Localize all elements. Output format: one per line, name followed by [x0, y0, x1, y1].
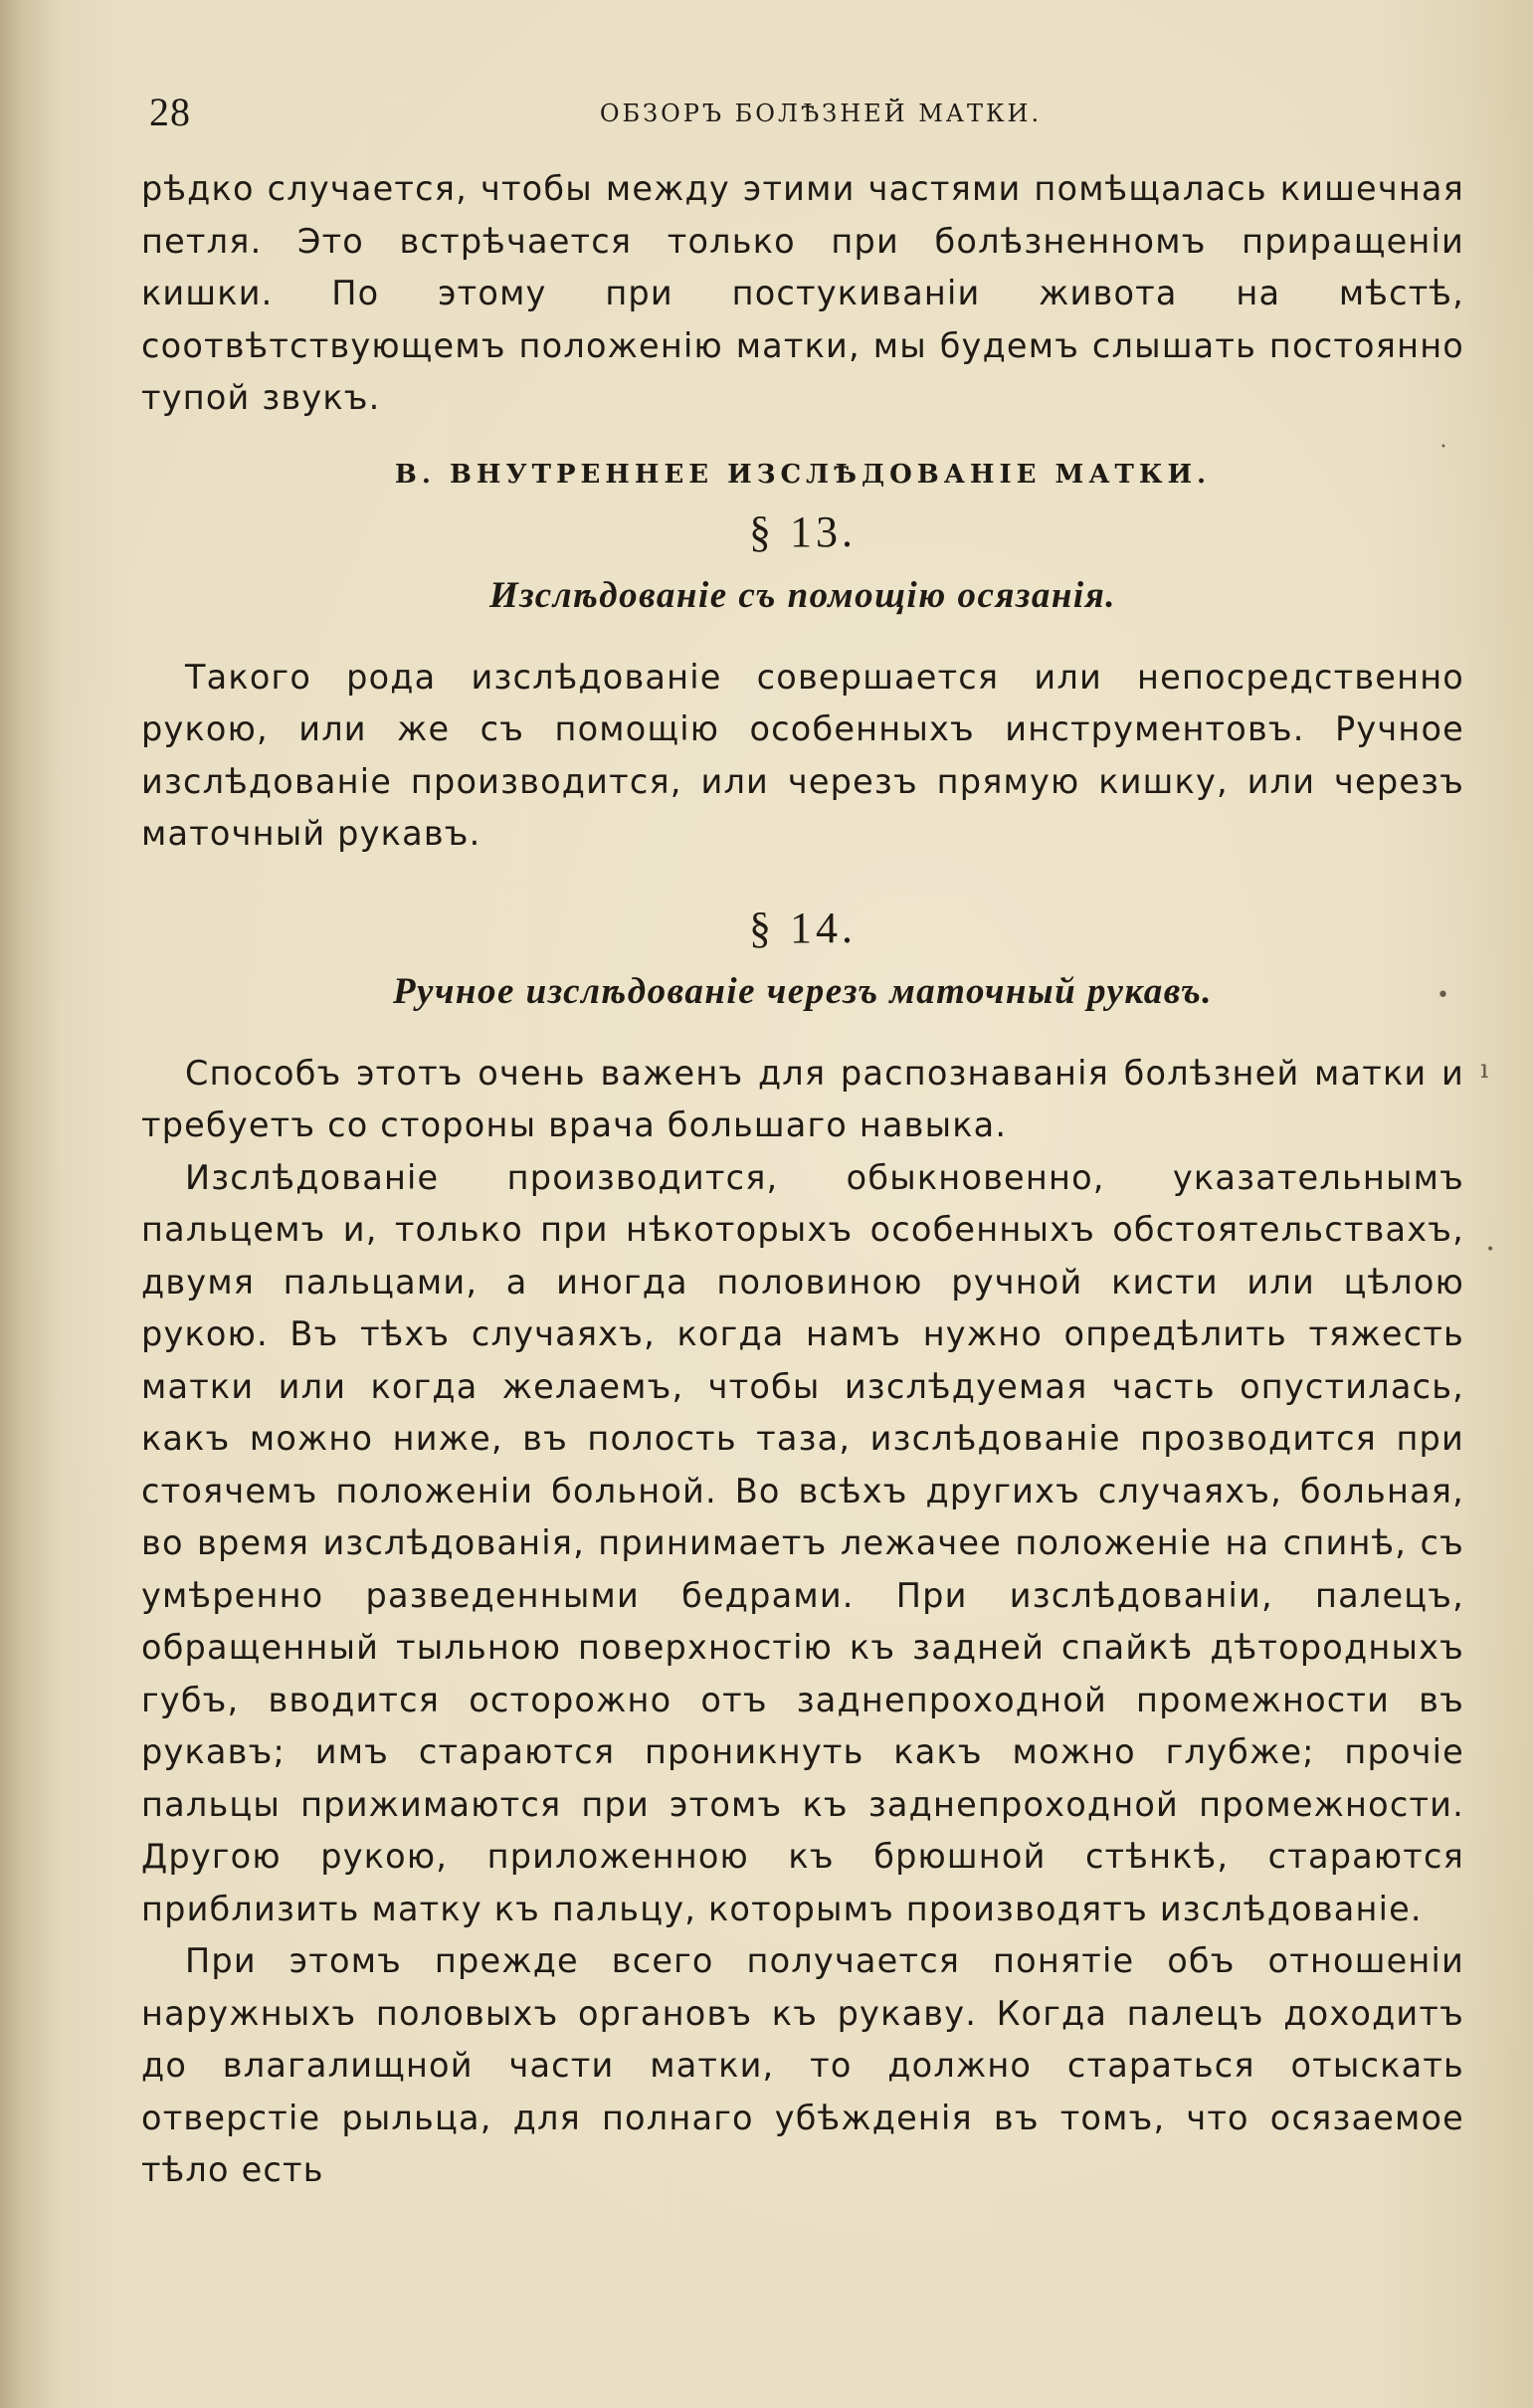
section-14-paragraph-1: Способъ этотъ очень важенъ для распознаванiя болѣзней матки и требуетъ со стороны врача большаго навыка. [141, 1053, 1464, 1144]
spacer [141, 861, 1464, 895]
print-speck: • [1486, 1242, 1495, 1258]
section-13-title: Изслѣдованiе съ помощiю осязанiя. [488, 574, 1117, 616]
section-14-mark: § 14. [749, 903, 857, 952]
print-speck: • [1437, 983, 1449, 1008]
section-13-paragraph: Такого рода изслѣдованiе совершается или непосредственно рукою, или же съ помощiю особенныхъ инструментовъ. Ручное изслѣдованiе производится, или черезъ прямую кишку, или черезъ маточный рукавъ. [141, 657, 1464, 853]
body-text [141, 163, 1464, 2197]
page-header [149, 88, 1452, 137]
section-14-title: Ручное изслѣдованiе черезъ маточный рукавъ. [392, 970, 1214, 1012]
print-speck: • [1440, 442, 1446, 453]
section-14-paragraph-2: Изслѣдованiе производится, обыкновенно, указательнымъ пальцемъ и, только при нѣкоторыхъ особенныхъ обстоятельствахъ, двумя пальцами, а иногда половиною ручной кисти или цѣлою рукою. Въ тѣхъ случаяхъ, когда намъ нужно опредѣлить тяжесть матки или когда желаемъ, чтобы изслѣдуемая часть опустилась, какъ можно ниже, въ полость таза, изслѣдованiе прозводится при стоячемъ положенiи больной. Во всѣхъ другихъ случаяхъ, больная, во время изслѣдованiя, принимаетъ лежачее положенiе на спинѣ, съ умѣренно разведенными бедрами. При изслѣдованiи, палецъ, обращенный тыльною поверхностiю къ задней спайкѣ дѣтородныхъ губъ, вводится осторожно отъ заднепроходной промежности въ рукавъ; имъ стараются проникнуть какъ можно глубже; прочiе пальцы прижимаются при этомъ къ заднепроходной промежности. Другою рукою, приложенною къ брюшной стѣнкѣ, стараются приблизить матку къ пальцу, которымъ производятъ изслѣдованiе. [141, 1157, 1464, 1928]
intro-paragraph: рѣдко случается, чтобы между этими частями помѣщалась кишечная петля. Это встрѣчается только при болѣзненномъ приращенiи кишки. По этому при постукиванiи живота на мѣстѣ, соотвѣтствующемъ положенiю матки, мы будемъ слышать постоянно тупой звукъ. [141, 169, 1464, 417]
spacer [141, 1022, 1464, 1048]
running-head: ОБЗОРЪ БОЛѢЗНЕЙ МАТКИ. [599, 100, 1043, 127]
page-number: 28 [149, 90, 191, 134]
spacer [141, 425, 1464, 451]
section-13-mark: § 13. [749, 506, 857, 556]
spacer [141, 626, 1464, 652]
section-b-heading: В. ВНУТРЕННЕЕ ИЗСЛѢДОВАНIЕ МАТКИ. [394, 459, 1212, 490]
section-14-paragraph-3: При этомъ прежде всего получается понятiе объ отношенiи наружныхъ половыхъ органовъ къ рукаву. Когда палецъ доходитъ до влагалищной части матки, то должно стараться отыскать отверстiе рыльца, для полнаго убѣжденiя въ томъ, что осязаемое тѣло есть [141, 1941, 1464, 2189]
print-speck: ı [1480, 1055, 1489, 1085]
